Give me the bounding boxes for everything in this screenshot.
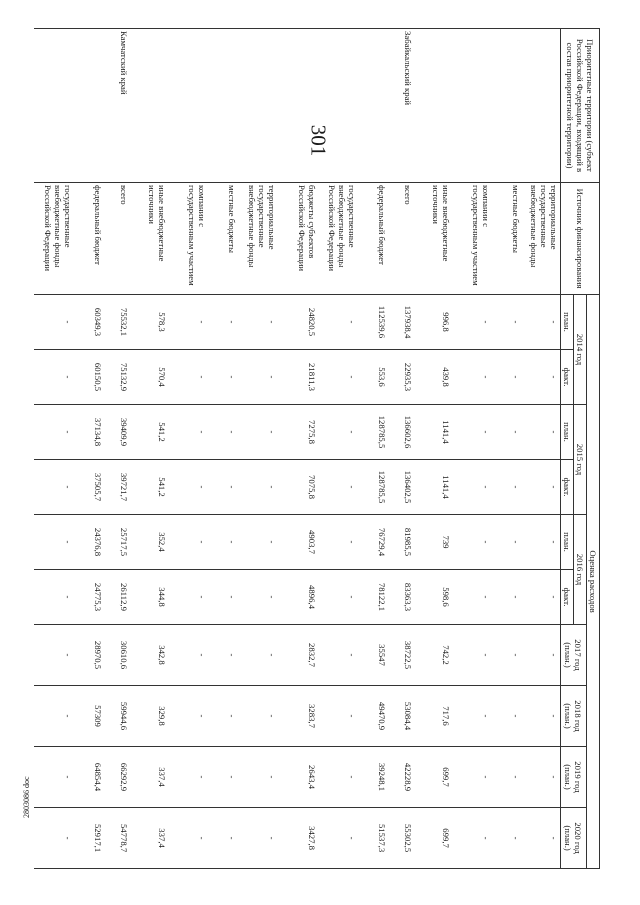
cell-source: территориальные государственные внебюджетные фонды — [239, 183, 279, 295]
cell-source: государственные внебюджетные фонды Российской Федерации — [319, 183, 359, 295]
cell-value: 28970,5 — [75, 625, 105, 686]
cell-value: - — [493, 460, 523, 515]
cell-value: 2832,7 — [279, 625, 319, 686]
cell-value: 38722,5 — [389, 625, 415, 686]
table-row — [279, 29, 319, 869]
cell-region — [523, 29, 561, 183]
cell-value: 996,8 — [415, 295, 453, 350]
cell-value: - — [319, 625, 359, 686]
cell-value: - — [209, 686, 239, 747]
header-plan-2015: план. — [561, 405, 574, 460]
cell-region: Забайкальский край — [389, 29, 415, 183]
cell-value: 553,6 — [359, 350, 389, 405]
cell-value: - — [169, 515, 209, 570]
cell-value: 64854,4 — [75, 747, 105, 808]
table-row — [131, 29, 169, 869]
cell-value: 24820,5 — [279, 295, 319, 350]
cell-value: - — [209, 808, 239, 869]
cell-value: 598,6 — [415, 570, 453, 625]
cell-value: 137938,4 — [389, 295, 415, 350]
cell-region — [75, 29, 105, 183]
cell-value: - — [319, 808, 359, 869]
cell-value: 25717,5 — [105, 515, 131, 570]
header-2019: 2019 год (план.) — [561, 747, 587, 808]
cell-value: - — [493, 747, 523, 808]
cell-value: - — [453, 350, 493, 405]
cell-value: 7275,8 — [279, 405, 319, 460]
cell-value: 4896,4 — [279, 570, 319, 625]
cell-value: 699,7 — [415, 808, 453, 869]
cell-value: - — [319, 460, 359, 515]
cell-region: Камчатский край — [105, 29, 131, 183]
cell-value: - — [319, 295, 359, 350]
cell-value: - — [35, 747, 75, 808]
cell-value: 52917,1 — [75, 808, 105, 869]
header-territory: Приоритетные территории (субъект Российской Федерации, входящий в состав приоритетной территории) — [561, 29, 600, 183]
cell-source: компании с государственным участием — [453, 183, 493, 295]
cell-value: - — [35, 515, 75, 570]
cell-value: 541,2 — [131, 405, 169, 460]
cell-value: 3427,8 — [279, 808, 319, 869]
cell-value: - — [493, 350, 523, 405]
rotated-table-container — [43, 28, 600, 868]
cell-value: 337,4 — [131, 808, 169, 869]
cell-value: 37505,7 — [75, 460, 105, 515]
cell-source: федеральный бюджет — [359, 183, 389, 295]
cell-value: 439,8 — [415, 350, 453, 405]
cell-value: 541,2 — [131, 460, 169, 515]
cell-value: 136602,6 — [389, 405, 415, 460]
cell-value: 26112,9 — [105, 570, 131, 625]
cell-value: 699,7 — [415, 747, 453, 808]
header-source: Источник финансирования — [561, 183, 600, 295]
cell-value: 342,8 — [131, 625, 169, 686]
header-2018: 2018 год (план.) — [561, 686, 587, 747]
cell-region — [493, 29, 523, 183]
cell-value: 112539,6 — [359, 295, 389, 350]
cell-value: - — [209, 405, 239, 460]
header-fact-2015: факт. — [561, 460, 574, 515]
cell-value: 83363,3 — [389, 570, 415, 625]
cell-value: 51537,3 — [359, 808, 389, 869]
cell-value: - — [523, 625, 561, 686]
cell-value: 742,2 — [415, 625, 453, 686]
cell-value: - — [239, 686, 279, 747]
cell-value: - — [453, 570, 493, 625]
cell-region — [209, 29, 239, 183]
cell-region — [131, 29, 169, 183]
cell-value: 352,4 — [131, 515, 169, 570]
cell-value: - — [35, 686, 75, 747]
cell-value: 75532,1 — [105, 295, 131, 350]
cell-region — [415, 29, 453, 183]
cell-source: иные внебюджетные источники — [131, 183, 169, 295]
cell-value: - — [35, 625, 75, 686]
cell-region — [279, 29, 319, 183]
cell-region — [359, 29, 389, 183]
cell-value: - — [239, 808, 279, 869]
cell-value: 39248,1 — [359, 747, 389, 808]
cell-value: 128785,5 — [359, 460, 389, 515]
table-row — [319, 29, 359, 869]
cell-value: - — [493, 405, 523, 460]
cell-value: 739 — [415, 515, 453, 570]
cell-value: - — [239, 295, 279, 350]
cell-value: - — [523, 460, 561, 515]
cell-value: 78122,1 — [359, 570, 389, 625]
cell-value: - — [319, 570, 359, 625]
cell-value: - — [35, 570, 75, 625]
cell-value: 35547 — [359, 625, 389, 686]
cell-value: - — [169, 460, 209, 515]
table-row — [209, 29, 239, 869]
budget-table — [35, 28, 601, 869]
cell-value: 329,8 — [131, 686, 169, 747]
cell-value: - — [35, 808, 75, 869]
table-row — [415, 29, 453, 869]
cell-value: 37134,8 — [75, 405, 105, 460]
header-fact-2014: факт. — [561, 350, 574, 405]
page-number: 301 — [306, 124, 331, 157]
cell-region — [453, 29, 493, 183]
table-row — [359, 29, 389, 869]
cell-source: местные бюджеты — [209, 183, 239, 295]
cell-value: - — [319, 515, 359, 570]
cell-value: - — [239, 625, 279, 686]
cell-value: - — [493, 625, 523, 686]
cell-value: - — [523, 515, 561, 570]
cell-value: - — [169, 686, 209, 747]
cell-value: 76729,4 — [359, 515, 389, 570]
cell-value: - — [523, 686, 561, 747]
cell-value: - — [169, 570, 209, 625]
header-2016: 2016 год — [574, 515, 587, 625]
cell-value: 30610,6 — [105, 625, 131, 686]
cell-value: - — [209, 570, 239, 625]
table-row — [453, 29, 493, 869]
cell-value: - — [453, 460, 493, 515]
table-row — [35, 29, 75, 869]
cell-value: - — [319, 405, 359, 460]
cell-value: - — [493, 686, 523, 747]
cell-value: - — [35, 405, 75, 460]
cell-source: федеральный бюджет — [75, 183, 105, 295]
cell-value: - — [169, 747, 209, 808]
cell-value: 59944,6 — [105, 686, 131, 747]
cell-value: 24775,3 — [75, 570, 105, 625]
cell-value: 7075,8 — [279, 460, 319, 515]
cell-value: - — [493, 515, 523, 570]
cell-value: - — [169, 350, 209, 405]
cell-value: - — [209, 747, 239, 808]
cell-value: 60150,5 — [75, 350, 105, 405]
cell-value: 24376,8 — [75, 515, 105, 570]
cell-value: - — [239, 515, 279, 570]
header-fact-2016: факт. — [561, 570, 574, 625]
table-row — [493, 29, 523, 869]
header-plan-2014: план. — [561, 295, 574, 350]
cell-value: 1141,4 — [415, 405, 453, 460]
cell-value: - — [523, 350, 561, 405]
cell-value: - — [239, 570, 279, 625]
cell-value: 1141,4 — [415, 460, 453, 515]
cell-region — [35, 29, 75, 183]
cell-value: 49470,9 — [359, 686, 389, 747]
cell-source: бюджеты субъектов Российской Федерации — [279, 183, 319, 295]
cell-value: 39409,9 — [105, 405, 131, 460]
cell-value: - — [169, 808, 209, 869]
header-plan-2016: план. — [561, 515, 574, 570]
cell-value: - — [209, 295, 239, 350]
cell-value: 570,4 — [131, 350, 169, 405]
cell-source: государственные внебюджетные фонды Российской Федерации — [35, 183, 75, 295]
cell-source: территориальные государственные внебюджетные фонды — [523, 183, 561, 295]
cell-value: 344,8 — [131, 570, 169, 625]
cell-value: 3283,7 — [279, 686, 319, 747]
cell-value: - — [523, 747, 561, 808]
cell-value: - — [239, 405, 279, 460]
cell-region — [169, 29, 209, 183]
cell-value: 54778,7 — [105, 808, 131, 869]
cell-source: всего — [389, 183, 415, 295]
cell-value: 75132,9 — [105, 350, 131, 405]
cell-value: 55302,5 — [389, 808, 415, 869]
cell-value: - — [239, 747, 279, 808]
cell-source: всего — [105, 183, 131, 295]
cell-value: 53084,4 — [389, 686, 415, 747]
header-estimate: Оценка расходов — [587, 295, 600, 869]
cell-value: - — [209, 350, 239, 405]
cell-value: - — [209, 625, 239, 686]
cell-value: 66292,9 — [105, 747, 131, 808]
cell-source: компании с государственным участием — [169, 183, 209, 295]
table-row — [523, 29, 561, 869]
cell-value: - — [319, 747, 359, 808]
table-row — [169, 29, 209, 869]
cell-value: 337,4 — [131, 747, 169, 808]
header-2020: 2020 год (план.) — [561, 808, 587, 869]
cell-value: 81985,5 — [389, 515, 415, 570]
cell-value: - — [453, 295, 493, 350]
table-row — [389, 29, 415, 869]
cell-value: - — [169, 625, 209, 686]
cell-value: 39721,7 — [105, 460, 131, 515]
cell-value: - — [523, 570, 561, 625]
cell-region — [319, 29, 359, 183]
cell-value: - — [35, 460, 75, 515]
cell-region — [239, 29, 279, 183]
cell-value: - — [453, 747, 493, 808]
cell-value: 21811,3 — [279, 350, 319, 405]
cell-value: - — [453, 686, 493, 747]
cell-value: - — [169, 405, 209, 460]
cell-value: 578,3 — [131, 295, 169, 350]
cell-value: - — [523, 405, 561, 460]
cell-value: - — [453, 515, 493, 570]
cell-value: 22935,3 — [389, 350, 415, 405]
cell-source: местные бюджеты — [493, 183, 523, 295]
cell-value: 42228,9 — [389, 747, 415, 808]
cell-value: - — [453, 808, 493, 869]
cell-value: - — [209, 460, 239, 515]
cell-value: - — [35, 350, 75, 405]
cell-value: 4903,7 — [279, 515, 319, 570]
cell-value: - — [319, 686, 359, 747]
document-id: 2803086 doc — [22, 776, 31, 818]
table-body — [35, 29, 561, 869]
cell-value: - — [523, 808, 561, 869]
cell-value: 717,6 — [415, 686, 453, 747]
cell-value: - — [209, 515, 239, 570]
cell-value: 60349,3 — [75, 295, 105, 350]
cell-value: 2643,4 — [279, 747, 319, 808]
header-2015: 2015 год — [574, 405, 587, 515]
cell-value: - — [453, 625, 493, 686]
cell-value: 136402,5 — [389, 460, 415, 515]
cell-value: - — [453, 405, 493, 460]
cell-value: - — [35, 295, 75, 350]
header-2014: 2014 год — [574, 295, 587, 405]
cell-value: - — [239, 460, 279, 515]
cell-value: - — [493, 808, 523, 869]
cell-value: - — [169, 295, 209, 350]
cell-value: 128785,5 — [359, 405, 389, 460]
table-row — [75, 29, 105, 869]
cell-value: - — [493, 295, 523, 350]
cell-value: - — [319, 350, 359, 405]
cell-value: 57309 — [75, 686, 105, 747]
cell-value: - — [493, 570, 523, 625]
header-2017: 2017 год (план.) — [561, 625, 587, 686]
cell-source: иные внебюджетные источники — [415, 183, 453, 295]
cell-value: - — [239, 350, 279, 405]
cell-value: - — [523, 295, 561, 350]
table-row — [239, 29, 279, 869]
table-row — [105, 29, 131, 869]
